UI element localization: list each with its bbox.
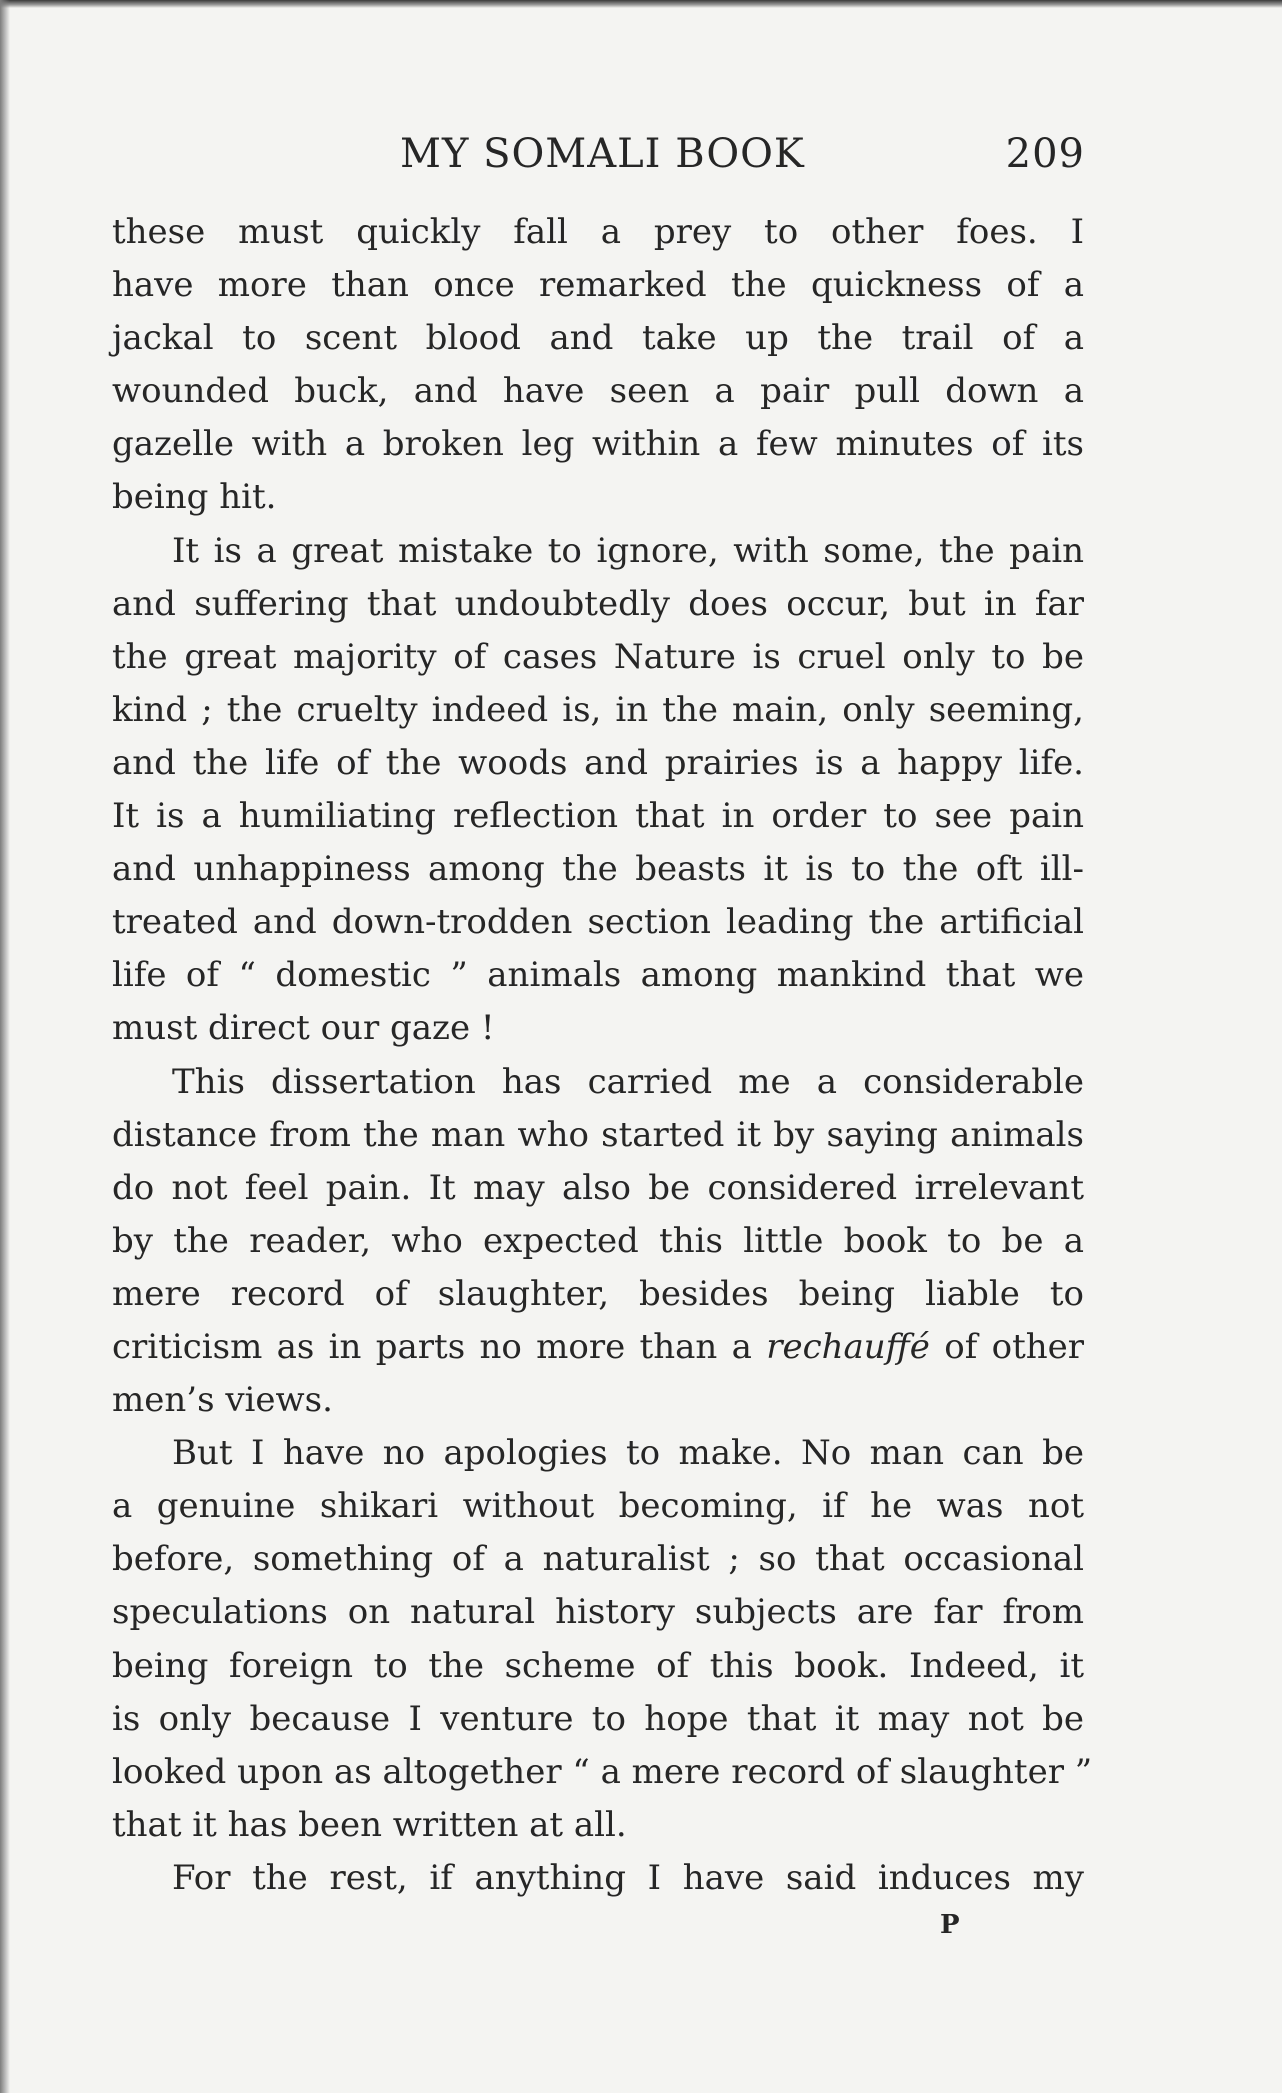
- text-line: gazelle with a broken leg within a few minutes of its: [112, 424, 1084, 465]
- paragraph-start-line: For the rest, if anything I have said induces my: [172, 1857, 1084, 1898]
- text-line: mere record of slaughter, besides being liable to: [112, 1273, 1084, 1314]
- text-line: these must quickly fall a prey to other foes. I: [112, 212, 1084, 252]
- paragraph-start-line: This dissertation has carried me a considerable: [172, 1061, 1084, 1102]
- text-line: wounded buck, and have seen a pair pull down a: [112, 371, 1084, 412]
- italic-word: rechauffé: [766, 1326, 930, 1367]
- text-line: speculations on natural history subjects are far from: [112, 1592, 1084, 1633]
- text-line: the great majority of cases Nature is cruel only to be: [112, 636, 1084, 677]
- text-line: and the life of the woods and prairies is a happy life.: [112, 742, 1084, 783]
- text-line-with-italic: [112, 1321, 1084, 1374]
- body-text: [112, 206, 1093, 1905]
- paragraph-start-line: But I have no apologies to make. No man can be: [172, 1433, 1084, 1474]
- text-line: have more than once remarked the quickness of a: [112, 265, 1084, 306]
- text-line: is only because I venture to hope that it may not be: [112, 1698, 1084, 1739]
- paragraph-start-line: It is a great mistake to ignore, with some, the pain: [172, 530, 1084, 571]
- text-segment: of other: [944, 1326, 1085, 1367]
- running-title: MY SOMALI BOOK: [400, 131, 805, 177]
- text-line: by the reader, who expected this little book to be a: [112, 1220, 1084, 1261]
- text-line: a genuine shikari without becoming, if he was not: [112, 1486, 1084, 1527]
- page-top-edge: [0, 0, 1282, 8]
- text-line: and suffering that undoubtedly does occur, but in far: [112, 583, 1084, 624]
- text-line: looked upon as altogether “ a mere record of slaughter ”: [112, 1751, 1093, 1792]
- text-line: kind ; the cruelty indeed is, in the main, only seeming,: [112, 689, 1084, 730]
- page-left-edge: [0, 0, 10, 2093]
- signature-mark: P: [940, 1910, 961, 1940]
- text-line: distance from the man who started it by saying animals: [112, 1114, 1084, 1155]
- text-line: It is a humiliating reflection that in order to see pain: [112, 796, 1084, 837]
- running-head: [110, 128, 1085, 180]
- text-segment: criticism as in parts no more than a: [112, 1326, 752, 1367]
- text-line: treated and down-trodden section leading the artificial: [112, 902, 1084, 943]
- text-line: before, something of a naturalist ; so that occasional: [112, 1539, 1084, 1580]
- text-line: life of “ domestic ” animals among mankind that we: [112, 955, 1084, 996]
- text-line: jackal to scent blood and take up the trail of a: [112, 318, 1084, 359]
- text-line: that it has been written at all.: [112, 1804, 627, 1845]
- text-line: must direct our gaze !: [112, 1008, 495, 1049]
- text-line: and unhappiness among the beasts it is to the oft ill-: [112, 849, 1084, 890]
- page-number: 209: [1005, 131, 1085, 177]
- text-line: being hit.: [112, 477, 277, 518]
- text-line: men’s views.: [112, 1380, 333, 1421]
- text-line: being foreign to the scheme of this book. Indeed, it: [112, 1645, 1084, 1686]
- text-line: do not feel pain. It may also be considered irrelevant: [112, 1167, 1084, 1208]
